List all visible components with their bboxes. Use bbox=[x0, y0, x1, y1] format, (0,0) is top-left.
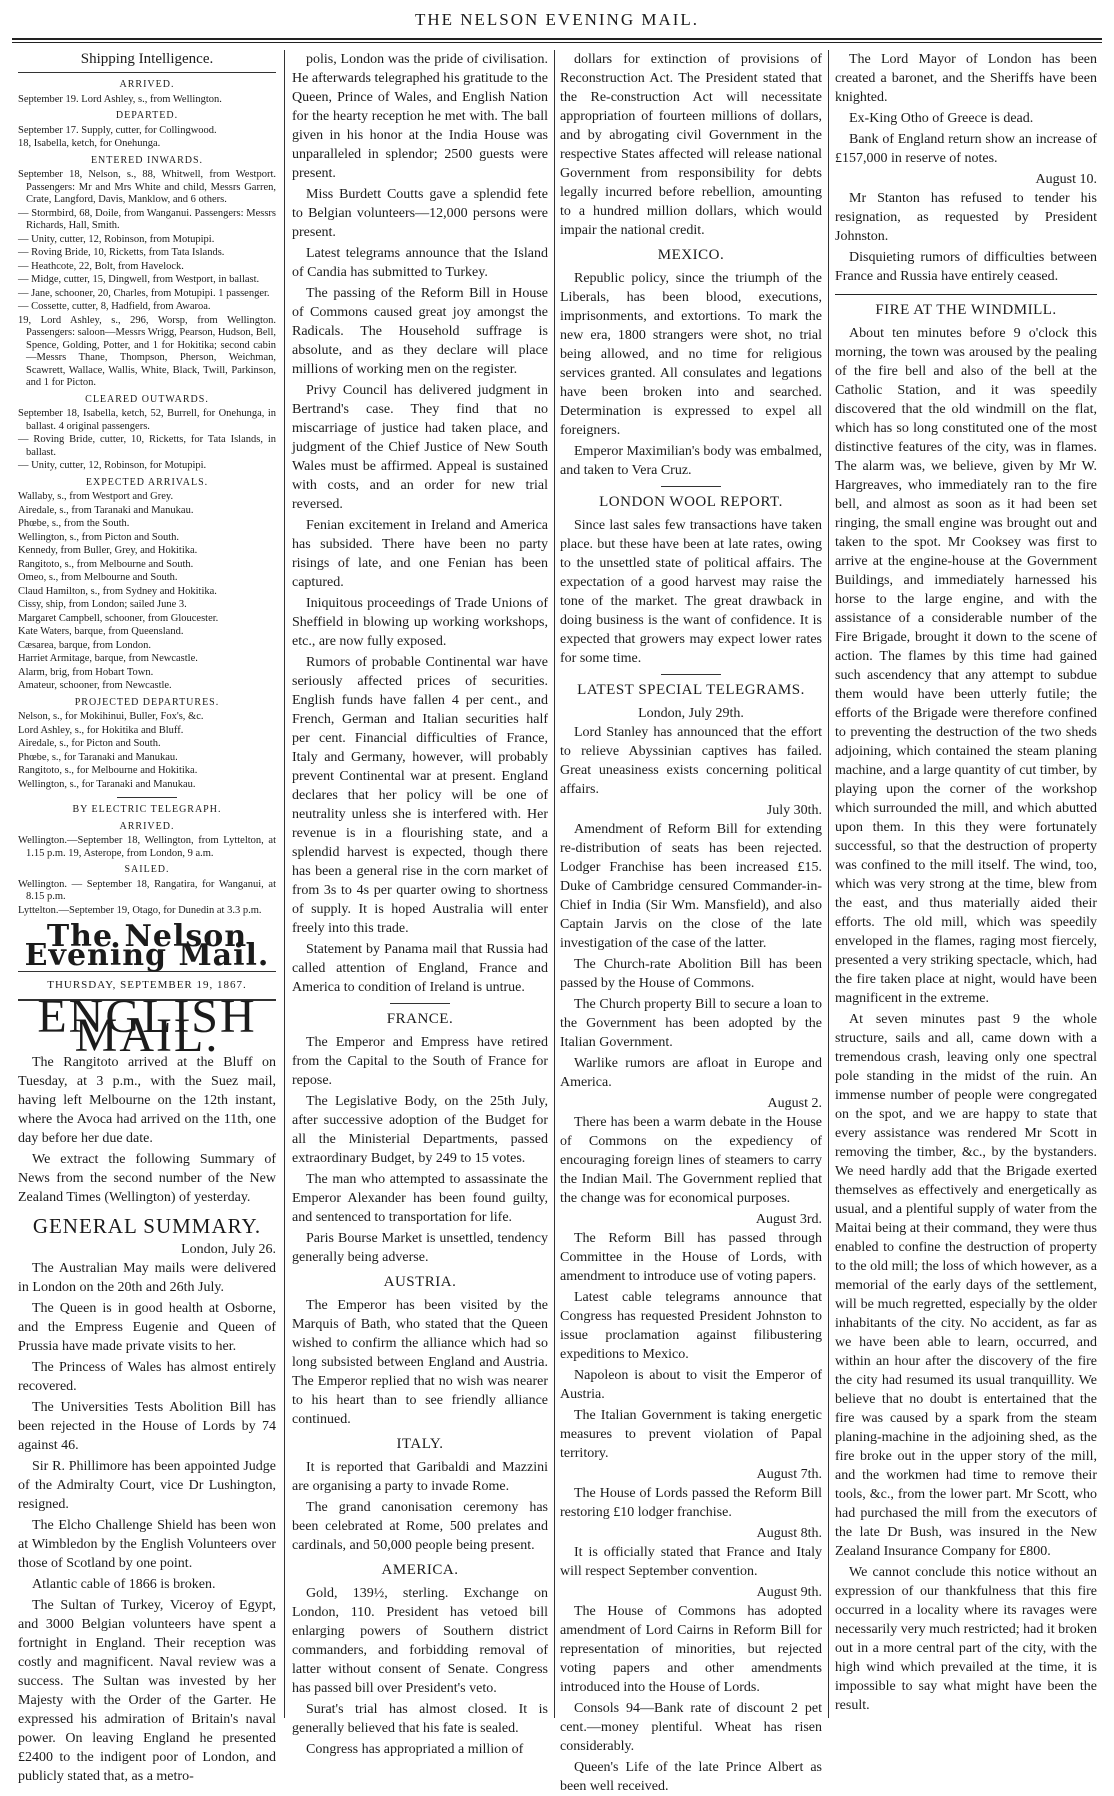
paragraph: The grand canonisation ceremony has been celebrated at Rome, 500 prelates and cardinals, and 50,000 people being present. bbox=[292, 1500, 548, 1553]
paragraph: Disquieting rumors of difficulties between France and Russia have entirely ceased. bbox=[835, 250, 1097, 284]
paragraph: Wellington.—September 18, Wellington, from Lyttelton, at 1.15 p.m. 19, Asterope, from London, 9 a.m. bbox=[18, 835, 276, 859]
paragraph: Wallaby, s., from Westport and Grey. bbox=[18, 491, 174, 502]
paragraph: The Universities Tests Abolition Bill has been rejected in the House of Lords by 74 against 46. bbox=[18, 1400, 276, 1453]
paragraph: Iniquitous proceedings of Trade Unions of Sheffield in blowing up working workshops, etc., are now fully exposed. bbox=[292, 596, 548, 649]
paragraph: Wellington, s., for Taranaki and Manukau. bbox=[18, 778, 196, 790]
paragraph: The Elcho Challenge Shield has been won at Wimbledon by the English Volunteers over those of Scotland by one point. bbox=[18, 1518, 276, 1571]
paragraph: Nelson, s., for Mokihinui, Buller, Fox's, &c. bbox=[18, 711, 204, 722]
paragraph: Harriet Armitage, barque, from Newcastle. bbox=[18, 653, 198, 664]
paragraph: The Australian May mails were delivered in London on the 20th and 26th July. bbox=[18, 1261, 276, 1295]
departed-heading: DEPARTED. bbox=[115, 110, 179, 121]
austria-heading: AUSTRIA. bbox=[383, 1274, 457, 1290]
paragraph: Ex-King Otho of Greece is dead. bbox=[849, 111, 1034, 126]
italy-text bbox=[292, 1458, 548, 1555]
paragraph: About ten minutes before 9 o'clock this morning, the town was aroused by the pealing of the fire bell and also of the bell at the Catholic Station, and it was speedily discovered that the old windmill on the flat, which has so long constituted one of the most distinctive features of the city, was in flames. The alarm was, we believe, given by Mr W. Hargreaves, who immediately ran to the fire bell, and almost as soon as it had been set ringing, the small engine was brought out and taken to the spot. Mr Cooksey was first to arrive at the engine-house at the Government Buildings, and immediately harnessed his horse to the large engine, and with the assistance of a considerable number of the Fire Brigade, brought it down to the scene of action. The flames by this time had gained such ascendency that any attempt to subdue them would have been utterly futile; the efforts of the Brigade were therefore confined to preventing the destruction of the two sheds adjoining, which contained the steam planing machine, and a large quantity of cut timber, by playing upon the corner of the workshop which surrounded the mill, and which abutted upon them. In this they were fortunately successful, so that the destruction of property was confined to the mill itself. The wind, too, which was very strong at the time, blew from the east, and thus materially aided their efforts. The old mill, which was speedily enveloped in the flames, raging most fiercely, presented a very striking spectacle, which, had the fire taken place at night, would have been magnificent in the extreme. bbox=[835, 326, 1097, 1006]
paragraph: Margaret Campbell, schooner, from Gloucester. bbox=[18, 612, 219, 624]
arrived-heading: ARRIVED. bbox=[119, 79, 175, 90]
paragraph: The House of Lords passed the Reform Bill restoring £10 lodger franchise. bbox=[560, 1486, 822, 1520]
paragraph: Paris Bourse Market is unsettled, tendency generally being adverse. bbox=[292, 1231, 548, 1265]
dateline-july30: July 30th. bbox=[766, 803, 822, 818]
mexico-heading: MEXICO. bbox=[657, 247, 725, 263]
paragraph: Since last sales few transactions have taken place. but these have been at late rates, owing to the unsettled state of political affairs. The expectation of a good harvest may raise the tone of the market. The great drawback in doing business is the want of confidence. It is expected that growers may expect lower rates for some time. bbox=[560, 518, 822, 666]
paragraph: The Emperor has been visited by the Marquis of Bath, who stated that the Queen wished to confirm the alliance which had so long subsisted between England and Austria. The Emperor replied that no wish was nearer to his heart than to see friendly alliance continued. bbox=[292, 1298, 548, 1427]
paragraph: Republic policy, since the triumph of the Liberals, has been blood, executions, imprisonments, and extortions. To mark the new era, 1800 strangers were shot, no trial being allowed, and no time for religious services granted. All consulates and legations have been broken into and searched. Determination is expressed to expel all foreigners. bbox=[560, 271, 822, 438]
paragraph: Consols 94—Bank rate of discount 2 pet cent.—money plentiful. Wheat has risen considerably. bbox=[560, 1701, 822, 1754]
masthead-rule-thin bbox=[12, 42, 1102, 43]
shipping-section bbox=[18, 79, 276, 917]
paragraph: Privy Council has delivered judgment in Bertrand's case. They find that no miscarriage of justice had taken place, and judgment of the Chief Justice of New South Wales must be affirmed. Appeal is sustained with costs, and an order for new trial reversed. bbox=[292, 383, 548, 512]
paragraph: The Princess of Wales has almost entirely recovered. bbox=[18, 1360, 276, 1394]
paragraph: The Rangitoto arrived at the Bluff on Tuesday, at 3 p.m., with the Suez mail, having left Melbourne on the 12th instant, where the Avoca had arrived on the 11th, one day before her due date. bbox=[18, 1055, 276, 1146]
cleared-list bbox=[18, 408, 276, 473]
austria-text bbox=[292, 1296, 548, 1429]
column-1 bbox=[18, 50, 276, 1784]
paragraph: Claud Hamilton, s., from Sydney and Hokitika. bbox=[18, 585, 217, 597]
wool-heading: LONDON WOOL REPORT. bbox=[599, 494, 783, 510]
paragraph: dollars for extinction of provisions of Reconstruction Act. The President stated that the Re-construction Act will necessitate appropriation of fourteen millions of dollars, and by abrogating civil Government in the respective States affected will release national Government from responsibility for debts legally incurred before rebellion, amounting to a hundred million dollars, which would impair the national credit. bbox=[560, 52, 822, 238]
mexico-text bbox=[560, 269, 822, 480]
paragraph: — Roving Bride, 10, Ricketts, from Tata Islands. bbox=[18, 247, 225, 258]
telegraph-heading: BY ELECTRIC TELEGRAPH. bbox=[72, 804, 222, 815]
paragraph: Mr Stanton has refused to tender his resignation, as requested by President Johnston. bbox=[835, 191, 1097, 244]
italy-heading: ITALY. bbox=[396, 1436, 444, 1452]
paragraph: The passing of the Reform Bill in House of Commons caused great joy amongst the Radicals. The Household suffrage is absolute, and as they declare will place millions of working men on the register. bbox=[292, 286, 548, 377]
cleared-heading: CLEARED OUTWARDS. bbox=[85, 393, 209, 405]
dateline-aug9: August 9th. bbox=[756, 1585, 822, 1600]
paragraph: Bank of England return show an increase of £157,000 in reserve of notes. bbox=[835, 132, 1097, 166]
paragraph: The Sultan of Turkey, Viceroy of Egypt, and 3000 Belgian volunteers have spent a fortnight in England. Their reception was costly and magnificent. Naval review was a success. The Sultan was invested by her Majesty with the Order of the Garter. He expressed his admiration of Britain's naval power. On leaving England he presented £2400 to the indigent poor of London, and publicly stated that, as a metro- bbox=[18, 1598, 276, 1784]
paragraph: September 17. Supply, cutter, for Collingwood. bbox=[18, 124, 217, 136]
paragraph: The Emperor and Empress have retired from the Capital to the South of France for repose. bbox=[292, 1035, 548, 1088]
paragraph: — Unity, cutter, 12, Robinson, for Motupipi. bbox=[18, 460, 207, 471]
paragraph: — Unity, cutter, 12, Robinson, from Motupipi. bbox=[18, 233, 215, 245]
telegrams-e bbox=[560, 1484, 822, 1522]
paragraph: Airedale, s., for Picton and South. bbox=[18, 738, 161, 749]
paragraph: Fenian excitement in Ireland and America has subsided. There have been no party risings of late, and one Fenian has been captured. bbox=[292, 518, 548, 590]
telegrams-b bbox=[560, 820, 822, 1092]
entered-heading: ENTERED INWARDS. bbox=[90, 154, 204, 166]
paragraph: Cissy, ship, from London; sailed June 3. bbox=[18, 599, 187, 610]
america-text bbox=[292, 1584, 548, 1759]
paragraph: Phœbe, s., for Taranaki and Manukau. bbox=[18, 751, 178, 763]
telegrams-f bbox=[560, 1543, 822, 1581]
paragraph: September 18, Isabella, ketch, 52, Burrell, for Onehunga, in ballast. 4 original passengers. bbox=[18, 408, 276, 432]
paragraph: Kennedy, from Buller, Grey, and Hokitika. bbox=[18, 545, 198, 556]
paragraph: — Midge, cutter, 15, Dingwell, from Westport, in ballast. bbox=[18, 274, 260, 285]
paragraph: Queen's Life of the late Prince Albert as been well received. bbox=[560, 1760, 822, 1794]
column-2 bbox=[292, 50, 548, 1757]
departed-list bbox=[18, 125, 276, 151]
paragraph: At seven minutes past 9 the whole structure, sails and all, came down with a tremendous crash, leaving only one spectral pole standing in the midst of the ruin. An immense number of people were congregated on the spot, and we are happy to state that every assistance was rendered Mr Scott in removing the timber, &c., by the bystanders. We need hardly add that the Brigade exerted themselves as effectively and energetically as usual, and a plentiful supply of water from the Maitai being at their command, they were thus enabled to confine the destruction of property to the old mill; the loss of which however, as a memorial of the early days of the settlement, will be much regretted, especially by the older inhabitants of the city. No accident, as far as we have been able to learn, occurred, and within an hour after the discovery of the fire the city had resumed its usual tranquillity. We believe that no doubt is entertained that the fire was caused by a spark from the steam planing-machine in the adjoining shed, as the fire broke out in the upper story of the mill, and the workmen had time to remove their tools, &c., from the lower part. Mr Scott, who had purchased the mill from the executors of the late Dr Bush, was insured in the New Zealand Insurance Company for £800. bbox=[835, 1012, 1097, 1559]
paragraph: Lord Ashley, s., for Hokitika and Bluff. bbox=[18, 724, 184, 736]
paragraph: Rumors of probable Continental war have seriously affected prices of securities. English funds have fallen 4 per cent., and French, German and Italian securities half per cent. Financial difficulties of France, Italy and Germany, however, will probably prevent Continental war at present. England declares that her policy will be one of neutrality unless she is interfered with. Her revenue is in a flourishing state, and a splendid harvest is expected, though there has been a general rise in the corn market of from 3s to 4s per quarter owing to shortness of supply. It is hoped Australia will enter freely into this trade. bbox=[292, 655, 548, 936]
column-divider bbox=[554, 50, 555, 1718]
masthead-title: THE NELSON EVENING MAIL. bbox=[414, 10, 700, 29]
paragraph: Surat's trial has almost closed. It is generally believed that his fate is sealed. bbox=[292, 1702, 548, 1736]
masthead bbox=[0, 0, 1114, 40]
paragraph: Lyttelton.—September 19, Otago, for Dunedin at 3.3 p.m. bbox=[18, 904, 262, 916]
telegrams-c bbox=[560, 1113, 822, 1208]
divider bbox=[390, 1003, 450, 1004]
paragraph: September 19. Lord Ashley, s., from Wellington. bbox=[18, 93, 222, 105]
paragraph: Latest telegrams announce that the Island of Candia has submitted to Turkey. bbox=[292, 246, 548, 280]
column-divider bbox=[828, 50, 829, 1718]
paragraph: The Legislative Body, on the 25th July, after successive adoption of the Budget for all the Ministerial Departments, passed extraordinary Budget, by 249 to 15 votes. bbox=[292, 1094, 548, 1166]
paragraph: Congress has appropriated a million of bbox=[306, 1742, 524, 1757]
paragraph: Sir R. Phillimore has been appointed Judge of the Admiralty Court, vice Dr Lushington, resigned. bbox=[18, 1459, 276, 1512]
dateline-aug3: August 3rd. bbox=[755, 1212, 822, 1227]
paragraph: The Reform Bill has passed through Committee in the House of Lords, with amendment to introduce use of voting papers. bbox=[560, 1231, 822, 1284]
masthead-rule bbox=[12, 38, 1102, 40]
paragraph: Gold, 139½, sterling. Exchange on London, 110. President has vetoed bill enlarging powers of Southern district commanders, and forbidding removal of latter without consent of Senate. Congress has passed bill over President's veto. bbox=[292, 1586, 548, 1696]
paragraph: Emperor Maximilian's body was embalmed, and taken to Vera Cruz. bbox=[560, 444, 822, 478]
paragraph: polis, London was the pride of civilisation. He afterwards telegraphed his gratitude to the Queen, Prince of Wales, and English Nation for the hearty reception he met with. The ball given in his honor at the India House was unparalleled in splendor; 2500 guests were present. bbox=[292, 52, 548, 181]
expected-heading: EXPECTED ARRIVALS. bbox=[85, 476, 209, 488]
paragraph: September 18, Nelson, s., 88, Whitwell, from Westport. Passengers: Mr and Mrs White and child, Messrs Garren, Crate, Langford, Davis, Manklow, and 6 others. bbox=[18, 169, 276, 205]
america-heading: AMERICA. bbox=[381, 1562, 459, 1578]
nameplate: The Nelson Evening Mail. bbox=[24, 919, 270, 973]
divider bbox=[661, 486, 721, 487]
paragraph: Statement by Panama mail that Russia had called attention of England, France and America to condition of Ireland is untrue. bbox=[292, 942, 548, 995]
paragraph: The Lord Mayor of London has been created a baronet, and the Sheriffs have been knighted. bbox=[835, 52, 1097, 105]
shipping-title: Shipping Intelligence. bbox=[18, 50, 276, 73]
paragraph: 18, Isabella, ketch, for Onehunga. bbox=[18, 138, 161, 149]
paragraph: The Queen is in good health at Osborne, and the Empress Eugenie and Queen of Prussia have made private visits to her. bbox=[18, 1301, 276, 1354]
paragraph: — Cossette, cutter, 8, Hadfield, from Awaroa. bbox=[18, 301, 211, 312]
telegrams-a bbox=[560, 723, 822, 799]
telegrams-aug10 bbox=[835, 189, 1097, 286]
paragraph: Cæsarea, barque, from London. bbox=[18, 639, 151, 651]
paragraph: Latest cable telegrams announce that Congress has requested President Johnston to issue proclamation against filibustering expeditions to Mexico. bbox=[560, 1290, 822, 1362]
paragraph: Atlantic cable of 1866 is broken. bbox=[32, 1577, 216, 1592]
tel-sailed-list bbox=[18, 879, 276, 918]
paragraph: — Jane, schooner, 20, Charles, from Motupipi. 1 passenger. bbox=[18, 287, 270, 299]
column-divider bbox=[284, 50, 285, 1718]
divider bbox=[835, 294, 1097, 295]
telegrams-g bbox=[560, 1602, 822, 1796]
paragraph: Warlike rumors are afloat in Europe and America. bbox=[560, 1056, 822, 1090]
paragraph: Amendment of Reform Bill for extending re-distribution of seats has been rejected. Lodger Franchise has been increased £15. Duke of Cambridge censured Commander-in-Chief in India (Sir Wm. Mansfield), and also Captain Jarvis on the close of the late investigation of the case of the latter. bbox=[560, 822, 822, 951]
paragraph: Kate Waters, barque, from Queensland. bbox=[18, 626, 184, 637]
paragraph: Wellington, s., from Picton and South. bbox=[18, 531, 180, 543]
paragraph: — Stormbird, 68, Doile, from Wanganui. Passengers: Messrs Richards, Hall, Smith. bbox=[18, 207, 276, 231]
summary-col2 bbox=[292, 50, 548, 997]
paragraph: The Church property Bill to secure a loan to the Government has been adopted by the Italian Government. bbox=[560, 997, 822, 1050]
paragraph: Rangitoto, s., from Melbourne and South. bbox=[18, 558, 194, 570]
fire-heading: FIRE AT THE WINDMILL. bbox=[875, 302, 1057, 318]
dateline-aug2: August 2. bbox=[767, 1096, 822, 1111]
paragraph: Airedale, s., from Taranaki and Manukau. bbox=[18, 504, 194, 516]
paragraph: Lord Stanley has announced that the effort to relieve Abyssinian captives has failed. Great uneasiness exists concerning political affairs. bbox=[560, 725, 822, 797]
divider bbox=[117, 797, 177, 798]
paragraph: We extract the following Summary of News from the second number of the New Zealand Times (Wellington) of yesterday. bbox=[18, 1152, 276, 1205]
paragraph: There has been a warm debate in the House of Commons on the expediency of encouraging foreign lines of steamers to carry the Indian Mail. The Government replied that the change was for economical purposes. bbox=[560, 1115, 822, 1206]
dateline-aug7: August 7th. bbox=[756, 1467, 822, 1482]
paragraph: It is reported that Garibaldi and Mazzini are organising a party to invade Rome. bbox=[292, 1460, 548, 1494]
paragraph: Wellington. — September 18, Rangatira, for Wanganui, at 8.15 p.m. bbox=[18, 878, 276, 902]
paragraph: 19, Lord Ashley, s., 296, Worsp, from Wellington. Passengers: saloon—Messrs Wrigg, Pearson, Hudson, Bell, Spence, Golding, Potter, and 1 for Hokitika; second cabin—Messrs Thane, Thompson, Pherson, Weichman, Scawrett, Wallace, Wallis, White, Black, Twill, Parkinson, and 1 for Picton. bbox=[18, 314, 276, 388]
english-mail-intro bbox=[18, 1053, 276, 1207]
summary-dateline: London, July 26. bbox=[181, 1242, 276, 1257]
projected-list bbox=[18, 711, 276, 791]
projected-heading: PROJECTED DEPARTURES. bbox=[74, 696, 220, 708]
telegrams-cont bbox=[835, 50, 1097, 168]
column-4 bbox=[835, 50, 1097, 1718]
paragraph: It is officially stated that France and Italy will respect September convention. bbox=[560, 1545, 822, 1579]
paragraph: — Roving Bride, cutter, 10, Ricketts, for Tata Islands, in ballast. bbox=[18, 434, 276, 458]
paragraph: Alarm, brig, from Hobart Town. bbox=[18, 666, 154, 678]
telegrams-d bbox=[560, 1229, 822, 1463]
dateline-aug8: August 8th. bbox=[756, 1526, 822, 1541]
expected-list bbox=[18, 491, 276, 693]
paragraph: The Italian Government is taking energetic measures to prevent violation of Papal territory. bbox=[560, 1408, 822, 1461]
arrived-list bbox=[18, 94, 276, 107]
wool-text bbox=[560, 516, 822, 668]
paragraph: Phœbe, s., from the South. bbox=[18, 518, 130, 529]
telegrams-dateline: London, July 29th. bbox=[638, 706, 744, 721]
fire-text bbox=[835, 324, 1097, 1715]
tel-arrived-list bbox=[18, 835, 276, 860]
divider bbox=[661, 674, 721, 675]
paragraph: The Church-rate Abolition Bill has been passed by the House of Commons. bbox=[560, 957, 822, 991]
general-summary-heading: GENERAL SUMMARY. bbox=[32, 1214, 262, 1238]
paragraph: Miss Burdett Coutts gave a splendid fete to Belgian volunteers—12,000 persons were present. bbox=[292, 187, 548, 240]
telegrams-heading: LATEST SPECIAL TELEGRAMS. bbox=[577, 682, 805, 698]
tel-sailed-heading: SAILED. bbox=[124, 864, 170, 875]
paragraph: We cannot conclude this notice without an expression of our thankfulness that this fire occurred in a locality where its ravages were necessarily very much restricted; had it broken out in a more central part of the city, with the high wind which prevailed at the time, it is impossible to say what might have been the result. bbox=[835, 1565, 1098, 1713]
paragraph: — Heathcote, 22, Bolt, from Havelock. bbox=[18, 260, 184, 272]
issue-date: THURSDAY, SEPTEMBER 19, 1867. bbox=[18, 971, 276, 1001]
france-text bbox=[292, 1033, 548, 1267]
reconstruction-text bbox=[560, 50, 822, 240]
paragraph: Omeo, s., from Melbourne and South. bbox=[18, 572, 178, 583]
tel-arrived-heading: ARRIVED. bbox=[119, 820, 175, 832]
entered-list bbox=[18, 169, 276, 390]
summary-col1 bbox=[18, 1259, 276, 1786]
paragraph: Rangitoto, s., for Melbourne and Hokitika. bbox=[18, 765, 198, 776]
english-mail-heading: ENGLISH MAIL. bbox=[37, 990, 257, 1062]
dateline-aug10: August 10. bbox=[1035, 172, 1097, 187]
france-heading: FRANCE. bbox=[386, 1011, 454, 1027]
column-3 bbox=[560, 50, 822, 1794]
paragraph: The House of Commons has adopted amendment of Lord Cairns in Reform Bill for representation of minorities, but rejected voting papers and other amendments introduced into the House of Lords. bbox=[560, 1604, 822, 1695]
paragraph: Napoleon is about to visit the Emperor of Austria. bbox=[560, 1368, 822, 1402]
paragraph: The man who attempted to assassinate the Emperor Alexander has been found guilty, and sentenced to transportation for life. bbox=[292, 1172, 548, 1225]
paragraph: Amateur, schooner, from Newcastle. bbox=[18, 680, 172, 691]
